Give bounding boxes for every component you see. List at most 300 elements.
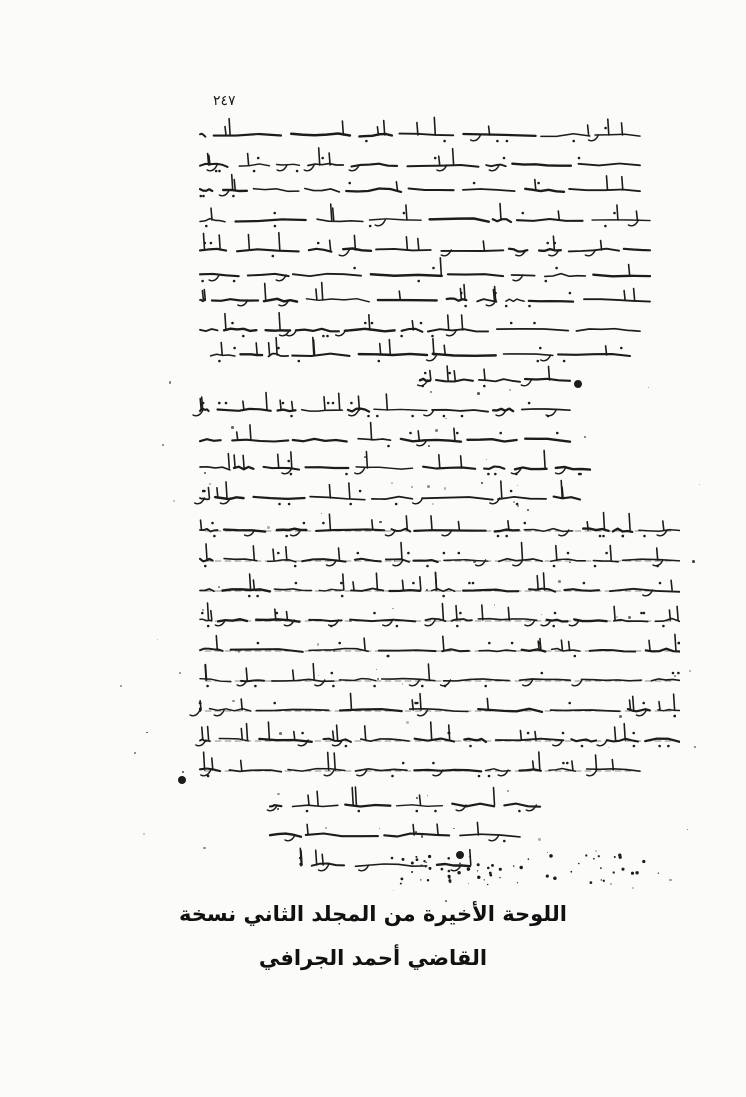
- script-dot: [207, 775, 210, 778]
- script-stroke: [329, 514, 330, 530]
- script-dot: [478, 775, 481, 778]
- paper-speckle: [267, 526, 270, 529]
- script-dot: [487, 473, 490, 476]
- script-dot: [207, 625, 210, 628]
- script-dot: [459, 612, 462, 615]
- script-dot: [511, 642, 514, 645]
- script-dot: [204, 565, 207, 568]
- script-stroke: [471, 135, 481, 141]
- script-stroke: [276, 338, 277, 355]
- script-stroke: [401, 439, 461, 442]
- paper-speckle: [120, 685, 122, 687]
- script-stroke: [464, 285, 465, 301]
- script-dot: [331, 672, 334, 675]
- script-dot: [272, 255, 275, 258]
- paper-speckle: [204, 472, 206, 474]
- script-stroke: [355, 787, 356, 805]
- ornament-dot: [400, 883, 402, 885]
- script-stroke: [343, 574, 344, 590]
- ornament-dot: [425, 866, 426, 867]
- script-stroke: [209, 275, 219, 281]
- script-stroke: [389, 340, 390, 355]
- ornament-dot: [487, 867, 490, 870]
- script-stroke: [248, 154, 249, 166]
- script-dot: [460, 292, 463, 295]
- script-stroke: [356, 769, 407, 771]
- ornament-dot: [411, 871, 413, 873]
- script-stroke: [232, 175, 233, 190]
- script-stroke: [422, 497, 493, 500]
- script-dot: [656, 565, 659, 568]
- script-dot: [391, 775, 394, 778]
- script-dot: [378, 360, 381, 363]
- ornament-dot: [499, 877, 500, 878]
- script-stroke: [439, 455, 440, 468]
- script-stroke: [418, 431, 419, 440]
- script-stroke: [464, 739, 486, 742]
- script-dot: [412, 582, 415, 585]
- script-stroke: [200, 649, 223, 651]
- script-dot: [254, 685, 257, 688]
- script-dot: [494, 473, 497, 476]
- script-stroke: [431, 516, 432, 530]
- script-dot: [317, 242, 320, 245]
- script-stroke: [525, 189, 564, 192]
- paper-speckle: [610, 883, 611, 884]
- paper-speckle: [391, 482, 393, 484]
- script-stroke: [279, 313, 280, 330]
- paper-speckle: [444, 487, 446, 489]
- script-stroke: [443, 636, 444, 650]
- script-dot: [473, 182, 476, 185]
- script-stroke: [331, 204, 332, 220]
- script-stroke: [371, 423, 372, 440]
- script-dot: [420, 322, 423, 325]
- script-stroke: [554, 497, 580, 500]
- script-stroke: [624, 724, 625, 740]
- script-stroke: [544, 573, 545, 590]
- script-stroke: [239, 164, 269, 166]
- script-stroke: [208, 727, 209, 740]
- script-stroke: [617, 205, 618, 220]
- paper-speckle: [279, 732, 282, 735]
- script-dot: [574, 655, 577, 658]
- script-stroke: [645, 739, 680, 742]
- script-stroke: [212, 299, 258, 301]
- script-stroke: [293, 274, 361, 276]
- script-stroke: [202, 727, 203, 740]
- script-stroke: [549, 366, 550, 380]
- script-dot: [456, 432, 459, 435]
- script-stroke: [254, 497, 305, 499]
- script-stroke: [219, 739, 248, 741]
- script-dot: [581, 745, 584, 748]
- script-stroke: [533, 761, 534, 770]
- script-dot: [403, 212, 406, 215]
- script-stroke: [277, 529, 306, 530]
- script-stroke: [407, 165, 478, 167]
- script-dot: [253, 170, 256, 173]
- script-stroke: [522, 543, 523, 560]
- script-stroke: [406, 237, 407, 250]
- script-stroke: [248, 274, 289, 276]
- paper-speckle: [509, 389, 511, 391]
- script-stroke: [371, 274, 442, 276]
- script-stroke: [489, 126, 490, 135]
- script-stroke: [623, 559, 681, 561]
- script-stroke: [430, 219, 489, 222]
- ornament-dot: [517, 882, 518, 883]
- script-dot: [376, 415, 379, 418]
- paper-speckle: [277, 808, 278, 809]
- script-stroke: [229, 119, 230, 135]
- script-dot: [332, 685, 335, 688]
- script-dot: [510, 322, 513, 325]
- script-dot: [496, 140, 499, 143]
- script-stroke: [437, 864, 470, 866]
- script-stroke: [401, 543, 402, 561]
- script-stroke: [607, 739, 638, 742]
- script-stroke: [264, 299, 297, 302]
- paper-speckle: [291, 620, 294, 623]
- script-stroke: [317, 791, 318, 805]
- script-stroke: [293, 439, 347, 442]
- script-stroke: [306, 467, 349, 468]
- script-dot: [622, 535, 625, 538]
- script-stroke: [346, 189, 401, 192]
- script-stroke: [317, 219, 363, 221]
- script-dot: [483, 385, 486, 388]
- script-stroke: [369, 315, 370, 330]
- paper-speckle: [689, 670, 691, 672]
- script-dot: [506, 140, 509, 143]
- script-dot: [211, 522, 214, 525]
- script-stroke: [486, 165, 506, 167]
- script-stroke: [458, 522, 459, 531]
- script-stroke: [268, 722, 269, 740]
- ornament-dot: [400, 877, 403, 880]
- ornament-dot: [411, 862, 414, 865]
- script-stroke: [537, 576, 538, 590]
- script-stroke: [253, 580, 254, 590]
- ornament-dot: [585, 854, 587, 856]
- script-stroke: [500, 204, 501, 220]
- script-dot: [497, 535, 500, 538]
- ornament-dot: [528, 858, 530, 860]
- script-dot: [578, 473, 581, 476]
- script-stroke: [225, 127, 226, 135]
- script-dot: [583, 582, 586, 585]
- script-stroke: [384, 834, 449, 837]
- script-stroke: [274, 589, 311, 591]
- script-stroke: [345, 805, 390, 807]
- script-stroke: [366, 452, 367, 469]
- script-stroke: [208, 603, 209, 620]
- ornament-dot: [570, 871, 572, 873]
- script-stroke: [351, 589, 383, 591]
- script-stroke: [266, 393, 267, 410]
- script-stroke: [519, 769, 540, 770]
- script-stroke: [432, 410, 488, 412]
- script-dot: [421, 385, 424, 388]
- handwritten-manuscript-image: [160, 90, 680, 890]
- script-dot: [518, 810, 521, 813]
- script-stroke: [313, 664, 314, 680]
- script-stroke: [237, 432, 238, 440]
- script-dot: [322, 522, 325, 525]
- script-stroke: [494, 788, 495, 806]
- ornament-dot: [467, 867, 470, 870]
- script-dot: [562, 762, 565, 765]
- script-dot: [643, 612, 646, 615]
- script-stroke: [294, 732, 295, 741]
- script-dot: [200, 195, 203, 198]
- script-stroke: [351, 693, 352, 710]
- script-stroke: [200, 399, 201, 410]
- script-stroke: [504, 804, 540, 807]
- script-stroke: [447, 366, 448, 380]
- script-dot: [464, 305, 467, 308]
- script-dot: [547, 415, 550, 418]
- paper-speckle: [421, 835, 423, 837]
- paper-speckle: [694, 746, 696, 748]
- script-stroke: [254, 189, 299, 192]
- script-stroke: [204, 233, 205, 250]
- ornament-dot: [613, 871, 615, 873]
- script-dot: [533, 322, 536, 325]
- script-stroke: [544, 450, 545, 468]
- paper-speckle: [513, 501, 515, 503]
- script-stroke: [406, 205, 407, 220]
- script-stroke: [477, 299, 496, 302]
- script-stroke: [308, 164, 343, 166]
- script-dot: [568, 702, 571, 705]
- script-dot: [373, 685, 376, 688]
- script-dot: [277, 347, 280, 350]
- script-dot: [599, 535, 602, 538]
- script-dot: [278, 503, 281, 506]
- script-stroke: [433, 354, 496, 356]
- script-stroke: [241, 760, 242, 770]
- script-dot: [373, 612, 376, 615]
- script-stroke: [359, 354, 427, 355]
- script-stroke: [343, 249, 371, 251]
- script-dot: [640, 612, 643, 615]
- script-stroke: [596, 755, 597, 770]
- paper-speckle: [173, 500, 175, 502]
- script-dot: [294, 565, 297, 568]
- script-dot: [546, 242, 549, 245]
- script-stroke: [270, 805, 281, 806]
- script-stroke: [212, 758, 213, 770]
- script-stroke: [266, 330, 291, 331]
- script-stroke: [224, 559, 257, 561]
- script-stroke: [210, 709, 251, 711]
- ornament-dot: [489, 874, 492, 877]
- section-mark: [574, 380, 582, 388]
- script-dot: [494, 292, 497, 295]
- script-stroke: [629, 265, 630, 276]
- script-dot: [306, 810, 309, 813]
- script-dot: [416, 810, 419, 813]
- script-stroke: [322, 283, 323, 300]
- script-dot: [458, 552, 461, 555]
- paper-speckle: [379, 521, 381, 523]
- script-stroke: [569, 249, 619, 252]
- script-stroke: [493, 219, 511, 222]
- script-stroke: [671, 580, 672, 590]
- script-dot: [426, 565, 429, 568]
- script-stroke: [352, 787, 353, 805]
- script-stroke: [226, 482, 227, 498]
- script-stroke: [463, 189, 515, 191]
- script-stroke: [569, 642, 570, 651]
- paper-speckle: [238, 650, 240, 652]
- script-dot: [538, 642, 541, 645]
- script-dot: [424, 372, 427, 375]
- script-dot: [210, 242, 213, 245]
- ornament-dot: [459, 862, 461, 864]
- script-dot: [225, 402, 228, 405]
- script-dot: [218, 360, 221, 363]
- script-stroke: [610, 546, 611, 560]
- script-dot: [567, 552, 570, 555]
- script-stroke: [608, 119, 609, 135]
- script-stroke: [564, 589, 599, 591]
- paper-speckle: [687, 829, 688, 830]
- script-dot: [365, 140, 368, 143]
- script-dot: [667, 745, 670, 748]
- script-dot: [677, 672, 680, 675]
- script-stroke: [592, 220, 650, 221]
- script-stroke: [314, 340, 315, 355]
- section-mark: [178, 776, 186, 784]
- script-dot: [256, 595, 259, 598]
- script-stroke: [606, 346, 607, 355]
- script-stroke: [291, 452, 292, 468]
- script-stroke: [286, 547, 287, 560]
- script-stroke: [522, 409, 570, 410]
- script-dot: [488, 775, 491, 778]
- script-dot: [411, 415, 414, 418]
- script-stroke: [435, 572, 436, 590]
- script-dot: [510, 490, 513, 493]
- script-stroke: [579, 164, 641, 166]
- script-stroke: [430, 371, 431, 381]
- script-dot: [232, 195, 235, 198]
- script-stroke: [431, 722, 432, 740]
- script-stroke: [334, 753, 335, 770]
- script-dot: [602, 535, 605, 538]
- script-stroke: [630, 700, 631, 710]
- script-stroke: [508, 521, 509, 530]
- script-stroke: [372, 497, 413, 500]
- script-dot: [357, 552, 360, 555]
- script-stroke: [541, 134, 590, 137]
- script-stroke: [292, 402, 293, 411]
- script-stroke: [444, 345, 445, 355]
- paper-speckle: [143, 833, 145, 835]
- script-dot: [387, 655, 390, 658]
- script-stroke: [296, 329, 339, 332]
- script-stroke: [440, 258, 441, 275]
- script-stroke: [287, 612, 288, 620]
- script-stroke: [406, 516, 407, 530]
- script-dot: [391, 857, 394, 860]
- script-dot: [569, 292, 572, 295]
- script-stroke: [309, 249, 332, 252]
- script-dot: [447, 732, 450, 735]
- script-stroke: [375, 220, 385, 226]
- script-dot: [371, 322, 374, 325]
- script-dot: [566, 762, 569, 765]
- script-stroke: [433, 339, 434, 355]
- caption-line-1: اللوحة الأخيرة من المجلد الثاني نسخة: [179, 902, 567, 926]
- script-dot: [330, 625, 333, 628]
- script-stroke: [675, 634, 676, 650]
- script-stroke: [558, 211, 559, 220]
- script-stroke: [402, 580, 403, 590]
- script-stroke: [265, 283, 266, 300]
- ornament-dot: [601, 879, 602, 880]
- script-dot: [448, 372, 451, 375]
- script-stroke: [453, 149, 454, 165]
- script-dot: [563, 360, 566, 363]
- script-dot: [242, 335, 245, 338]
- paper-speckle: [209, 483, 211, 485]
- script-stroke: [234, 455, 235, 468]
- script-stroke: [204, 290, 205, 300]
- paper-speckle: [427, 485, 430, 488]
- script-dot: [434, 157, 437, 160]
- script-stroke: [342, 121, 343, 135]
- script-stroke: [427, 355, 437, 361]
- script-stroke: [439, 156, 440, 165]
- script-dot: [276, 612, 279, 615]
- ornament-dot: [658, 872, 659, 873]
- ornament-dot: [426, 862, 427, 863]
- paper-speckle: [477, 392, 480, 395]
- script-dot: [572, 140, 575, 143]
- script-stroke: [264, 467, 300, 470]
- script-stroke: [506, 299, 524, 301]
- script-dot: [515, 473, 518, 476]
- script-stroke: [219, 235, 220, 250]
- script-stroke: [253, 546, 254, 560]
- paper-speckle: [406, 721, 408, 723]
- script-dot: [503, 840, 506, 843]
- paper-speckle: [157, 639, 158, 640]
- script-stroke: [354, 235, 355, 250]
- script-dot: [353, 267, 356, 270]
- script-dot: [338, 642, 341, 645]
- script-stroke: [610, 589, 680, 592]
- ornament-dot: [578, 863, 580, 865]
- script-stroke: [624, 291, 625, 300]
- script-stroke: [358, 396, 359, 410]
- ornament-dot: [484, 879, 485, 880]
- script-dot: [204, 242, 207, 245]
- script-dot: [524, 522, 527, 525]
- script-dot: [443, 415, 446, 418]
- script-dot: [274, 225, 277, 228]
- script-dot: [522, 212, 525, 215]
- script-stroke: [461, 456, 462, 468]
- script-stroke: [330, 240, 331, 250]
- script-dot: [605, 552, 608, 555]
- ornament-dot: [621, 868, 624, 871]
- script-stroke: [206, 665, 207, 681]
